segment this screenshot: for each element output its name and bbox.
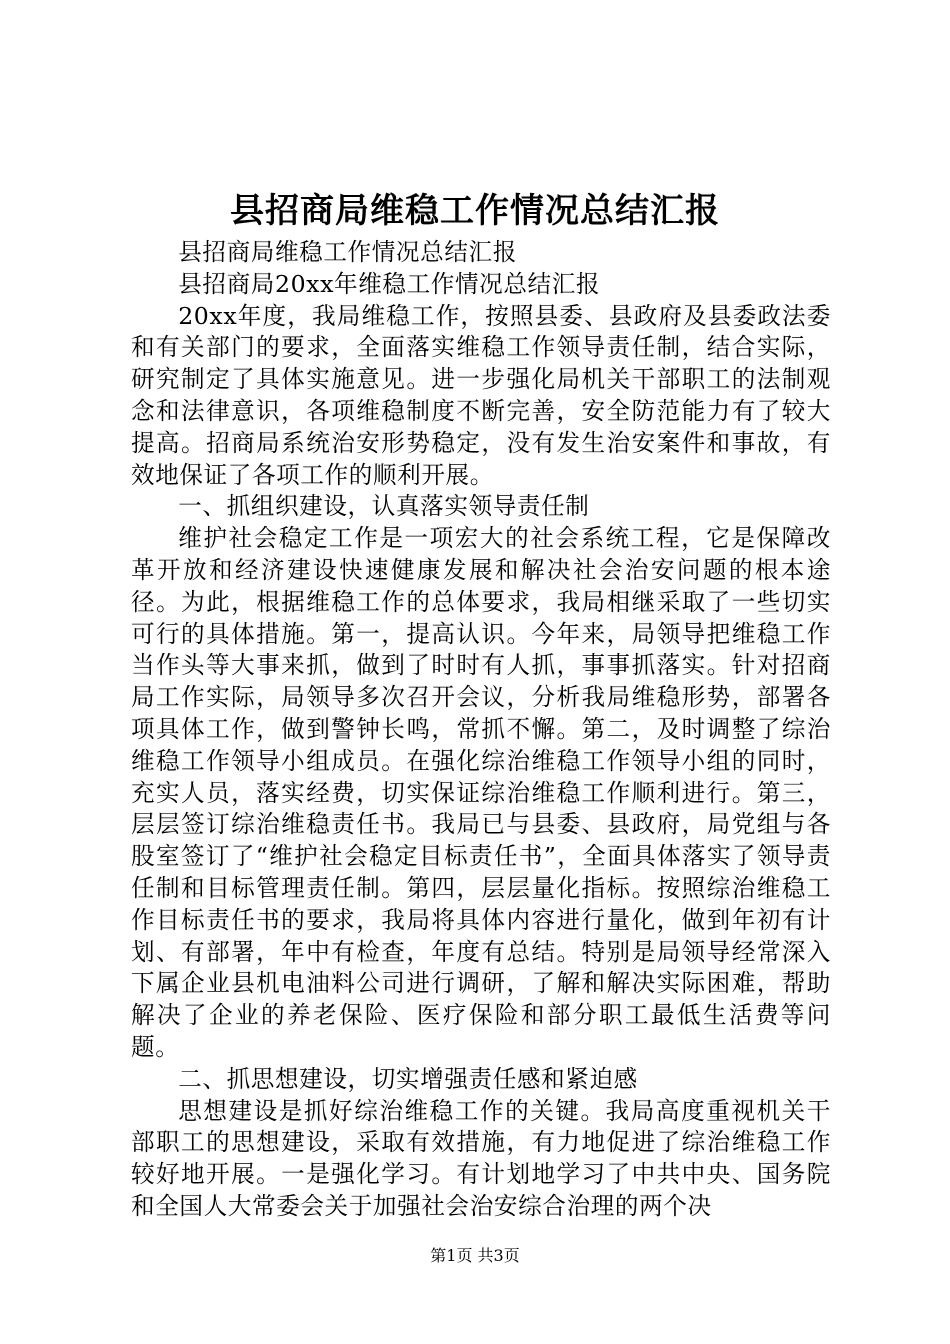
section-heading-1: 一、抓组织建设，认真落实领导责任制 [178, 492, 590, 521]
page-footer: 第1页 共3页 [430, 1246, 520, 1265]
paragraph-section-2: 思想建设是抓好综治维稳工作的关键。我局高度重视机关干部职工的思想建设，采取有效措施，有力地促进了综治维稳工作较好地开展。一是强化学习。有计划地学习了中共中央、国务院和全国人大常委会关于加强社会治安综合治理的两个决 [131, 1096, 831, 1220]
document-title: 县招商局维稳工作情况总结汇报 [230, 191, 720, 231]
paragraph-subtitle-2: 县招商局20xx年维稳工作情况总结汇报 [178, 269, 601, 298]
paragraph-subtitle-1: 县招商局维稳工作情况总结汇报 [178, 238, 517, 266]
paragraph-section-1: 维护社会稳定工作是一项宏大的社会系统工程，它是保障改革开放和经济建设快速健康发展和解决社会治安问题的根本途径。为此，根据维稳工作的总体要求，我局相继采取了一些切实可行的具体措施。第一，提高认识。今年来，局领导把维稳工作当作头等大事来抓，做到了时时有人抓，事事抓落实。针对招商局工作实际，局领导多次召开会议，分析我局维稳形势，部署各项具体工作，做到警钟长鸣，常抓不懈。第二，及时调整了综治维稳工作领导小组成员。在强化综治维稳工作领导小组的同时，充实人员，落实经费，切实保证综治维稳工作顺利进行。第三，层层签订综治维稳责任书。我局已与县委、县政府，局党组与各股室签订了“维护社会稳定目标责任书”，全面具体落实了领导责任制和目标管理责任制。第四，层层量化指标。按照综治维稳工作目标责任书的要求，我局将具体内容进行量化，做到年初有计划、有部署，年中有检查，年度有总结。特别是局领导经常深入下属企业县机电油料公司进行调研，了解和解决实际困难，帮助解决了企业的养老保险、医疗保险和部分职工最低生活费等问题。 [131, 524, 831, 1061]
paragraph-intro: 20xx年度，我局维稳工作，按照县委、县政府及县委政法委和有关部门的要求，全面落实维稳工作领导责任制，结合实际，研究制定了具体实施意见。进一步强化局机关干部职工的法制观念和法律意识，各项维稳制度不断完善，安全防范能力有了较大提高。招商局系统治安形势稳定，没有发生治安案件和事故，有效地保证了各项工作的顺利开展。 [131, 301, 831, 489]
section-heading-2: 二、抓思想建设，切实增强责任感和紧迫感 [178, 1064, 638, 1093]
document-body [131, 237, 831, 1223]
